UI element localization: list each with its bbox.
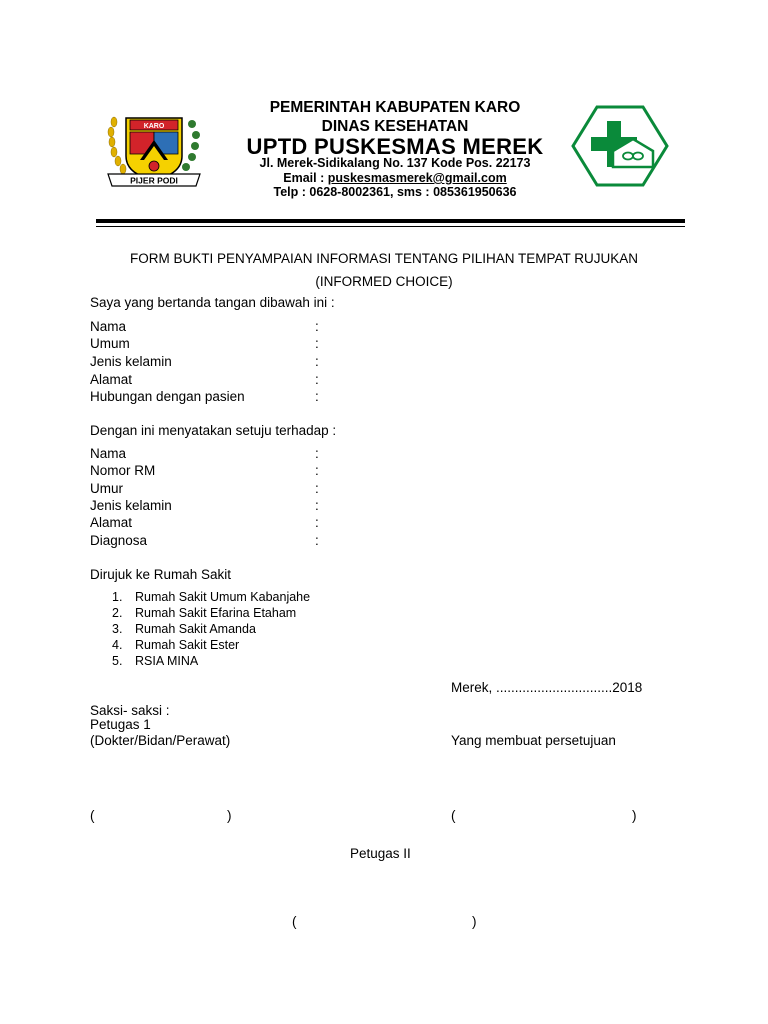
field-colon: :: [315, 354, 319, 369]
letterhead-institution: [210, 136, 580, 158]
signer-address-label: Alamat: [90, 372, 133, 387]
hospital-option: Rumah Sakit Amanda: [135, 622, 256, 636]
officer1-role: (Dokter/Bidan/Perawat): [90, 733, 231, 748]
patient-age-label: Umur: [90, 481, 123, 496]
officer2-label: Petugas II: [350, 846, 411, 861]
field-colon: :: [315, 372, 319, 387]
patient-diagnosis-label: Diagnosa: [90, 533, 148, 548]
email-label: Email :: [283, 171, 328, 185]
signer-gender-label: Jenis kelamin: [90, 354, 172, 369]
field-colon: :: [315, 533, 319, 548]
letterhead-institution-text: UPTD PUSKESMAS MEREK: [246, 134, 544, 159]
puskesmas-logo: [571, 105, 669, 187]
hospital-number: 4.: [112, 638, 123, 652]
patient-name-label: Nama: [90, 446, 127, 461]
letterhead-email: [210, 172, 580, 185]
consenter-signature-open: (: [451, 808, 456, 823]
officer1-signature-close: ): [227, 808, 232, 823]
logo-motto: PIJER PODI: [130, 175, 178, 186]
hospital-option: Rumah Sakit Efarina Etaham: [135, 606, 297, 620]
patient-address-label: Alamat: [90, 515, 133, 530]
field-colon: :: [315, 515, 319, 530]
signer-age-label: Umum: [90, 336, 130, 351]
letterhead-phone: Telp : 0628-8002361, sms : 085361950636: [273, 185, 517, 199]
hospital-option: Rumah Sakit Umum Kabanjahe: [135, 590, 311, 604]
email-link[interactable]: puskesmasmerek@gmail.com: [327, 171, 507, 185]
field-colon: :: [315, 498, 319, 513]
hospital-number: 3.: [112, 622, 123, 636]
karo-regency-logo: [104, 108, 204, 190]
consent-intro: Dengan ini menyatakan setuju terhadap :: [90, 423, 337, 438]
letterhead-department: DINAS KESEHATAN: [321, 118, 469, 135]
form-subtitle: (INFORMED CHOICE): [315, 274, 453, 289]
letterhead-divider-thick: [96, 219, 685, 223]
signer-intro: Saya yang bertanda tangan dibawah ini :: [90, 295, 335, 310]
officer2-signature-close: ): [472, 914, 477, 929]
patient-mrn-label: Nomor RM: [90, 463, 156, 478]
officer2-signature-open: (: [292, 914, 297, 929]
logo-top-text: KARO: [143, 123, 165, 130]
signer-name-label: Nama: [90, 319, 127, 334]
field-colon: :: [315, 463, 319, 478]
hospital-number: 1.: [112, 590, 123, 604]
letterhead-divider-thin: [96, 226, 685, 227]
hospital-number: 2.: [112, 606, 123, 620]
signer-relation-label: Hubungan dengan pasien: [90, 389, 245, 404]
consenter-label: Yang membuat persetujuan: [451, 733, 616, 748]
form-title: FORM BUKTI PENYAMPAIAN INFORMASI TENTANG PILIHAN TEMPAT RUJUKAN: [129, 251, 639, 266]
witness-label: Saksi- saksi :: [90, 703, 170, 718]
hospital-option: RSIA MINA: [135, 654, 199, 668]
field-colon: :: [315, 481, 319, 496]
hospital-number: 5.: [112, 654, 123, 668]
field-colon: :: [315, 336, 319, 351]
referral-intro: Dirujuk ke Rumah Sakit: [90, 567, 232, 582]
officer1-signature-open: (: [90, 808, 95, 823]
field-colon: :: [315, 389, 319, 404]
hospital-option: Rumah Sakit Ester: [135, 638, 240, 652]
letterhead-address: Jl. Merek-Sidikalang No. 137 Kode Pos. 22173: [259, 156, 531, 170]
consenter-signature-close: ): [632, 808, 637, 823]
place-date: Merek, ...............................2018: [451, 680, 643, 695]
field-colon: :: [315, 319, 319, 334]
letterhead-government: PEMERINTAH KABUPATEN KARO: [269, 99, 521, 116]
patient-gender-label: Jenis kelamin: [90, 498, 172, 513]
field-colon: :: [315, 446, 319, 461]
officer1-label: Petugas 1: [90, 717, 151, 732]
